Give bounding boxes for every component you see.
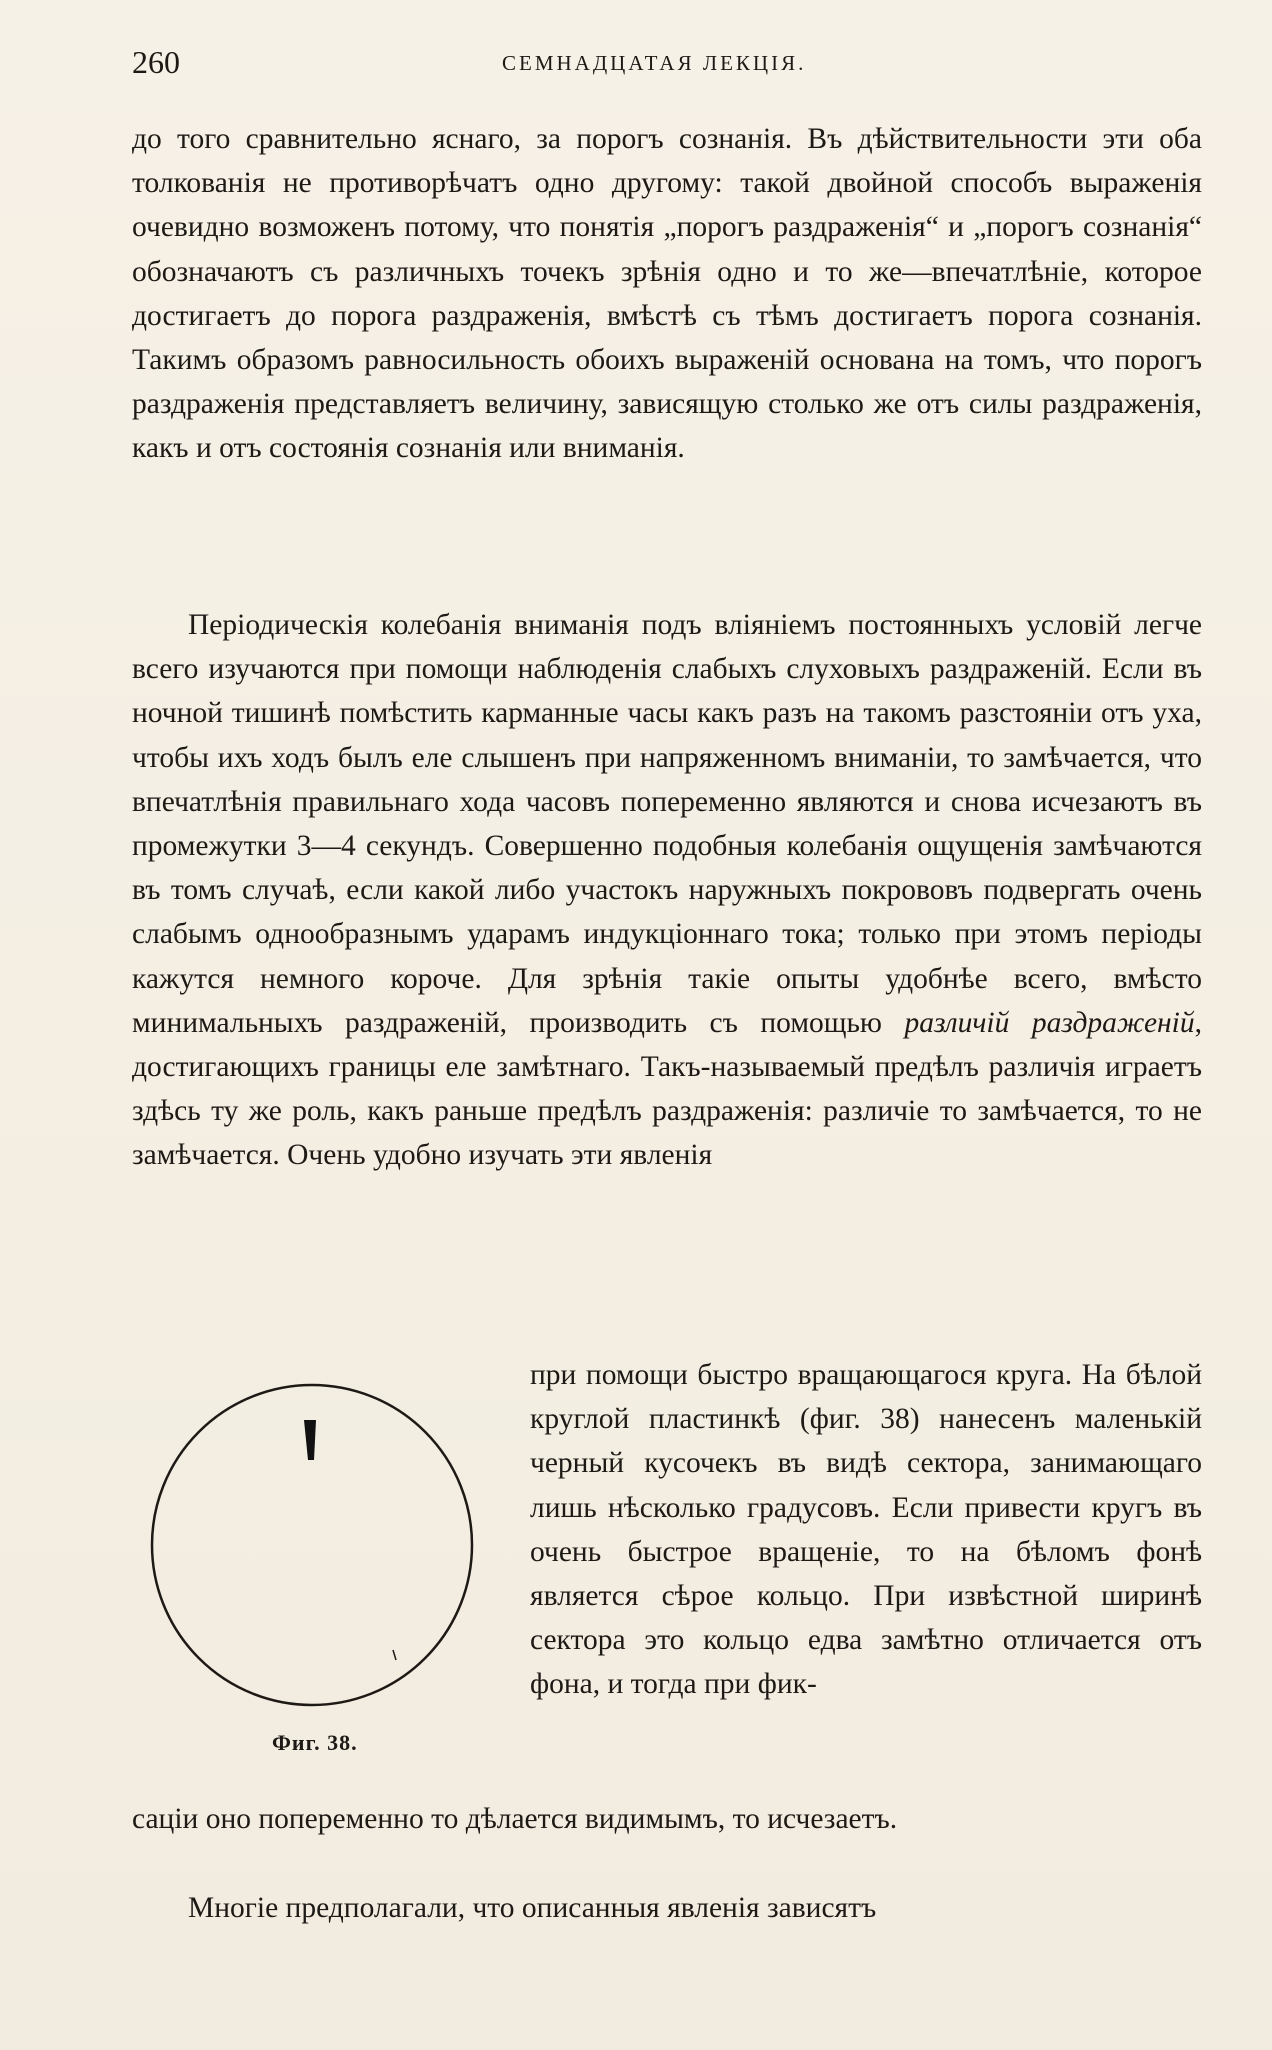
running-title: СЕМНАДЦАТАЯ ЛЕКЦІЯ. [502,51,807,75]
text-block-4 [132,1797,1202,1841]
text-block-1 [132,117,1202,471]
black-sector [304,1420,316,1460]
paragraph-2 [132,603,1202,1178]
page-header [132,42,1202,82]
paragraph-2-part-2: , достигающихъ границы еле замѣтнаго. Такъ-называемый предѣлъ различія играетъ здѣсь ту же роль, какъ раньше предѣлъ раздраженія: различіе то замѣчается, то не замѣчается. Очень удобно изучать эти явленія [132,1006,1202,1172]
text-block-2 [132,603,1202,1178]
paragraph-2-part-1: Періодическія колебанія вниманія подъ вліяніемъ постоянныхъ условій легче всего изучаются при помощи наблюденія слабыхъ слуховыхъ раздраженій. Если въ ночной тишинѣ помѣстить карманные часы какъ разъ на такомъ разстояніи отъ уха, чтобы ихъ ходъ былъ еле слышенъ при напряженномъ вниманіи, то замѣчается, что впечатлѣнія правильнаго хода часовъ попеременно являются и снова исчезаютъ въ промежутки 3—4 секундъ. Совершенно подобныя колебанія ощущенія замѣчаются въ томъ случаѣ, если какой либо участокъ наружныхъ покрововъ подвергать очень слабымъ однообразнымъ ударамъ индукціоннаго тока; только при этомъ періоды кажутся немного короче. Для зрѣнія такіе опыты удобнѣе всего, вмѣсто минимальныхъ раздраженій, производить съ помощью [132,609,1202,1039]
figure-caption: Фиг. 38. [272,1730,358,1755]
page-number: 260 [132,44,180,80]
figure-38 [132,1370,500,1780]
small-tick-mark [393,1650,396,1660]
paragraph-3: при помощи быстро вращающагося круга. На бѣлой круглой пластинкѣ (фиг. 38) нанесенъ маленькій черный кусочекъ въ видѣ сектора, занимающаго лишь нѣсколько градусовъ. Если привести кругъ въ очень быстрое вращеніе, то на бѣломъ фонѣ является сѣрое кольцо. При извѣстной ширинѣ сектора это кольцо едва замѣтно отличается отъ фона, и тогда при фик- [530,1359,1202,1701]
paragraph-5: Многіе предполагали, что описанныя явленія зависятъ [188,1892,877,1924]
text-block-3 [530,1353,1202,1707]
rotating-disc-diagram [132,1370,500,1720]
italic-phrase: различій раздраженій [904,1006,1195,1039]
paragraph-1: до того сравнительно яснаго, за порогъ сознанія. Въ дѣйствительности эти оба толкованія не противорѣчатъ одно другому: такой двойной способъ выраженія очевидно возможенъ потому, что понятія „порогъ раздраженія“ и „порогъ сознанія“ обозначаютъ съ различныхъ точекъ зрѣнія одно и то же—впечатлѣніе, которое достигаетъ до порога раздраженія, вмѣстѣ съ тѣмъ достигаетъ порога сознанія. Такимъ образомъ равносильность обоихъ выраженій основана на томъ, что порогъ раздраженія представляетъ величину, зависящую столько же отъ силы раздраженія, какъ и отъ состоянія сознанія или вниманія. [132,123,1202,465]
paragraph-4: саціи оно попеременно то дѣлается видимымъ, то исчезаетъ. [132,1803,898,1835]
text-block-5 [132,1886,1202,1930]
